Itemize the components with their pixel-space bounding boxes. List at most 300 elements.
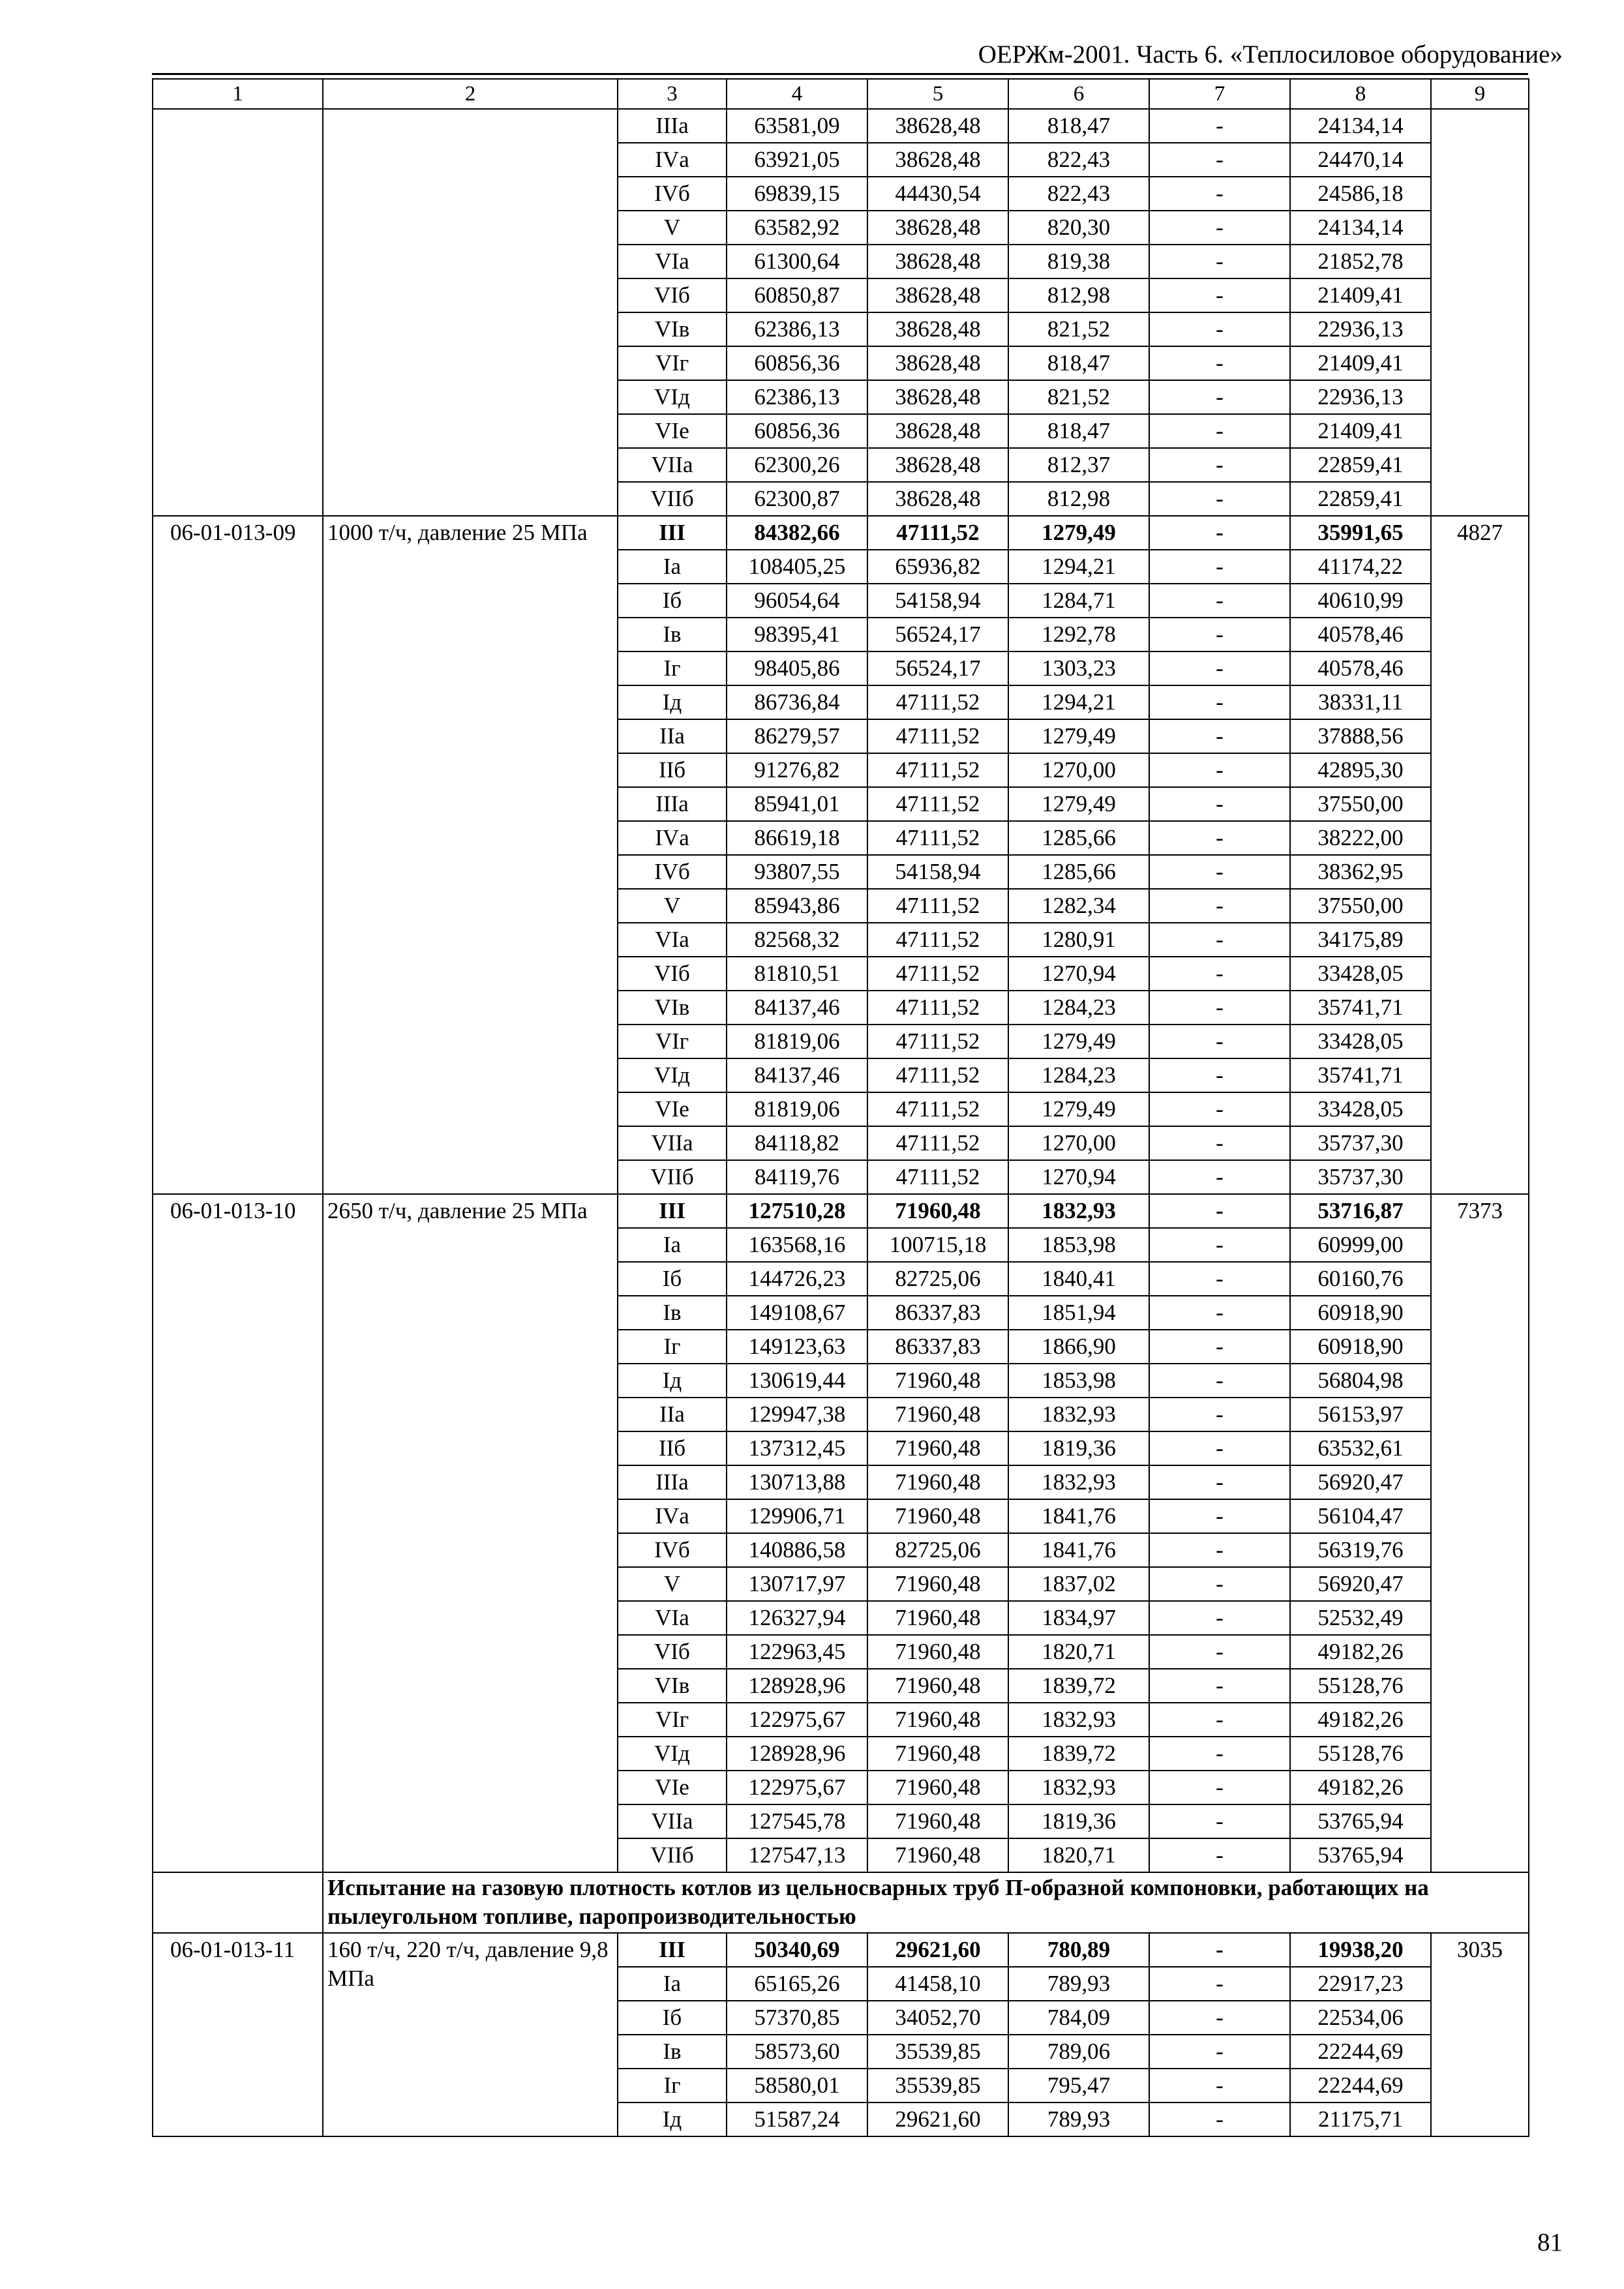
driver-wages-cell: - bbox=[1149, 2102, 1290, 2136]
materials-cell: 60999,00 bbox=[1290, 1228, 1431, 1262]
wages-cell: 56524,17 bbox=[867, 651, 1008, 685]
machines-cell: 1294,21 bbox=[1008, 550, 1149, 584]
category-cell: IVб bbox=[618, 1533, 727, 1567]
materials-cell: 21175,71 bbox=[1290, 2102, 1431, 2136]
wages-cell: 47111,52 bbox=[867, 889, 1008, 923]
total-cost-cell: 130713,88 bbox=[727, 1465, 867, 1499]
category-cell: VIе bbox=[618, 1092, 727, 1126]
machines-cell: 820,30 bbox=[1008, 211, 1149, 245]
wages-cell: 47111,52 bbox=[867, 1025, 1008, 1058]
machines-cell: 1819,36 bbox=[1008, 1431, 1149, 1465]
category-cell: VIе bbox=[618, 414, 727, 448]
machines-cell: 1853,98 bbox=[1008, 1228, 1149, 1262]
total-cost-cell: 69839,15 bbox=[727, 177, 867, 211]
category-cell: V bbox=[618, 1567, 727, 1601]
total-cost-cell: 65165,26 bbox=[727, 1967, 867, 2001]
category-cell: Iд bbox=[618, 685, 727, 719]
materials-cell: 22534,06 bbox=[1290, 2001, 1431, 2035]
category-cell: Iв bbox=[618, 2035, 727, 2069]
rate-code-cell: 06-01-013-09 bbox=[153, 516, 323, 1194]
wages-cell: 35539,85 bbox=[867, 2035, 1008, 2069]
materials-cell: 33428,05 bbox=[1290, 957, 1431, 991]
machines-cell: 1832,93 bbox=[1008, 1398, 1149, 1431]
wages-cell: 54158,94 bbox=[867, 584, 1008, 618]
category-cell: VIIб bbox=[618, 1160, 727, 1194]
driver-wages-cell: - bbox=[1149, 312, 1290, 346]
category-cell: IVб bbox=[618, 855, 727, 889]
total-cost-cell: 81810,51 bbox=[727, 957, 867, 991]
materials-cell: 37550,00 bbox=[1290, 889, 1431, 923]
wages-cell: 86337,83 bbox=[867, 1296, 1008, 1330]
wages-cell: 71960,48 bbox=[867, 1635, 1008, 1669]
category-cell: VIа bbox=[618, 923, 727, 957]
wages-cell: 71960,48 bbox=[867, 1398, 1008, 1431]
total-cost-cell: 122975,67 bbox=[727, 1703, 867, 1737]
wages-cell: 38628,48 bbox=[867, 448, 1008, 482]
machines-cell: 1285,66 bbox=[1008, 855, 1149, 889]
materials-cell: 21409,41 bbox=[1290, 414, 1431, 448]
category-cell: VIв bbox=[618, 991, 727, 1025]
machines-cell: 1303,23 bbox=[1008, 651, 1149, 685]
driver-wages-cell: - bbox=[1149, 719, 1290, 753]
materials-cell: 49182,26 bbox=[1290, 1771, 1431, 1804]
materials-cell: 35737,30 bbox=[1290, 1160, 1431, 1194]
machines-cell: 1284,23 bbox=[1008, 991, 1149, 1025]
driver-wages-cell: - bbox=[1149, 1228, 1290, 1262]
column-number: 5 bbox=[867, 79, 1008, 109]
wages-cell: 47111,52 bbox=[867, 1058, 1008, 1092]
column-number: 9 bbox=[1431, 79, 1529, 109]
machines-cell: 822,43 bbox=[1008, 177, 1149, 211]
total-cost-cell: 85943,86 bbox=[727, 889, 867, 923]
category-cell: VIг bbox=[618, 346, 727, 380]
wages-cell: 47111,52 bbox=[867, 516, 1008, 550]
materials-cell: 24134,14 bbox=[1290, 211, 1431, 245]
driver-wages-cell: - bbox=[1149, 1058, 1290, 1092]
machines-cell: 1866,90 bbox=[1008, 1330, 1149, 1364]
wages-cell: 38628,48 bbox=[867, 312, 1008, 346]
materials-cell: 40578,46 bbox=[1290, 618, 1431, 651]
machines-cell: 1284,71 bbox=[1008, 584, 1149, 618]
total-cost-cell: 96054,64 bbox=[727, 584, 867, 618]
driver-wages-cell: - bbox=[1149, 2001, 1290, 2035]
materials-cell: 21409,41 bbox=[1290, 346, 1431, 380]
labor-cell: 4827 bbox=[1431, 516, 1529, 1194]
category-cell: Iд bbox=[618, 2102, 727, 2136]
category-cell: VIг bbox=[618, 1025, 727, 1058]
machines-cell: 1270,00 bbox=[1008, 753, 1149, 787]
total-cost-cell: 93807,55 bbox=[727, 855, 867, 889]
materials-cell: 53765,94 bbox=[1290, 1838, 1431, 1872]
wages-cell: 86337,83 bbox=[867, 1330, 1008, 1364]
driver-wages-cell: - bbox=[1149, 753, 1290, 787]
section-header-row bbox=[153, 1872, 1529, 1933]
total-cost-cell: 81819,06 bbox=[727, 1092, 867, 1126]
total-cost-cell: 58573,60 bbox=[727, 2035, 867, 2069]
section-title: Испытание на газовую плотность котлов из цельносварных труб П-образной компоновки, работающих на пылеугольном топливе, паропроизводительностью bbox=[323, 1872, 1529, 1933]
machines-cell: 1820,71 bbox=[1008, 1635, 1149, 1669]
column-number: 2 bbox=[323, 79, 618, 109]
wages-cell: 82725,06 bbox=[867, 1533, 1008, 1567]
driver-wages-cell: - bbox=[1149, 855, 1290, 889]
machines-cell: 1832,93 bbox=[1008, 1771, 1149, 1804]
total-cost-cell: 126327,94 bbox=[727, 1601, 867, 1635]
materials-cell: 24470,14 bbox=[1290, 143, 1431, 177]
driver-wages-cell: - bbox=[1149, 1092, 1290, 1126]
total-cost-cell: 51587,24 bbox=[727, 2102, 867, 2136]
category-cell: III bbox=[618, 1194, 727, 1228]
total-cost-cell: 129947,38 bbox=[727, 1398, 867, 1431]
column-number: 6 bbox=[1008, 79, 1149, 109]
driver-wages-cell: - bbox=[1149, 143, 1290, 177]
total-cost-cell: 84137,46 bbox=[727, 1058, 867, 1092]
machines-cell: 1292,78 bbox=[1008, 618, 1149, 651]
driver-wages-cell: - bbox=[1149, 414, 1290, 448]
driver-wages-cell: - bbox=[1149, 957, 1290, 991]
total-cost-cell: 84119,76 bbox=[727, 1160, 867, 1194]
driver-wages-cell: - bbox=[1149, 1737, 1290, 1771]
materials-cell: 22936,13 bbox=[1290, 380, 1431, 414]
total-cost-cell: 62386,13 bbox=[727, 312, 867, 346]
materials-cell: 38362,95 bbox=[1290, 855, 1431, 889]
machines-cell: 1851,94 bbox=[1008, 1296, 1149, 1330]
total-cost-cell: 84118,82 bbox=[727, 1126, 867, 1160]
category-cell: Iд bbox=[618, 1364, 727, 1398]
materials-cell: 38331,11 bbox=[1290, 685, 1431, 719]
driver-wages-cell: - bbox=[1149, 1669, 1290, 1703]
category-cell: VIв bbox=[618, 312, 727, 346]
driver-wages-cell: - bbox=[1149, 1804, 1290, 1838]
rate-code-cell: 06-01-013-10 bbox=[153, 1194, 323, 1872]
driver-wages-cell: - bbox=[1149, 584, 1290, 618]
materials-cell: 56319,76 bbox=[1290, 1533, 1431, 1567]
total-cost-cell: 86619,18 bbox=[727, 821, 867, 855]
rate-name-cell: 2650 т/ч, давление 25 МПа bbox=[323, 1194, 618, 1872]
category-cell: IVб bbox=[618, 177, 727, 211]
wages-cell: 41458,10 bbox=[867, 1967, 1008, 2001]
column-number: 8 bbox=[1290, 79, 1431, 109]
total-cost-cell: 85941,01 bbox=[727, 787, 867, 821]
driver-wages-cell: - bbox=[1149, 651, 1290, 685]
driver-wages-cell: - bbox=[1149, 380, 1290, 414]
materials-cell: 24586,18 bbox=[1290, 177, 1431, 211]
wages-cell: 71960,48 bbox=[867, 1194, 1008, 1228]
materials-cell: 33428,05 bbox=[1290, 1092, 1431, 1126]
total-cost-cell: 149108,67 bbox=[727, 1296, 867, 1330]
materials-cell: 40610,99 bbox=[1290, 584, 1431, 618]
header-divider bbox=[152, 73, 1528, 75]
driver-wages-cell: - bbox=[1149, 1364, 1290, 1398]
category-cell: VIIб bbox=[618, 482, 727, 516]
wages-cell: 47111,52 bbox=[867, 1092, 1008, 1126]
materials-cell: 56153,97 bbox=[1290, 1398, 1431, 1431]
total-cost-cell: 60856,36 bbox=[727, 346, 867, 380]
wages-cell: 38628,48 bbox=[867, 143, 1008, 177]
driver-wages-cell: - bbox=[1149, 516, 1290, 550]
materials-cell: 60160,76 bbox=[1290, 1262, 1431, 1296]
materials-cell: 19938,20 bbox=[1290, 1933, 1431, 1967]
driver-wages-cell: - bbox=[1149, 1933, 1290, 1967]
wages-cell: 71960,48 bbox=[867, 1431, 1008, 1465]
materials-cell: 49182,26 bbox=[1290, 1635, 1431, 1669]
machines-cell: 1832,93 bbox=[1008, 1194, 1149, 1228]
total-cost-cell: 129906,71 bbox=[727, 1499, 867, 1533]
category-cell: VIIа bbox=[618, 1126, 727, 1160]
driver-wages-cell: - bbox=[1149, 685, 1290, 719]
driver-wages-cell: - bbox=[1149, 1262, 1290, 1296]
category-cell: IVа bbox=[618, 143, 727, 177]
driver-wages-cell: - bbox=[1149, 211, 1290, 245]
column-number: 4 bbox=[727, 79, 867, 109]
materials-cell: 35741,71 bbox=[1290, 1058, 1431, 1092]
rate-code-cell bbox=[153, 109, 323, 516]
labor-cell: 7373 bbox=[1431, 1194, 1529, 1872]
driver-wages-cell: - bbox=[1149, 1838, 1290, 1872]
rate-code-cell: 06-01-013-11 bbox=[153, 1933, 323, 2136]
rate-name-cell: 160 т/ч, 220 т/ч, давление 9,8 МПа bbox=[323, 1933, 618, 2136]
driver-wages-cell: - bbox=[1149, 245, 1290, 278]
driver-wages-cell: - bbox=[1149, 1499, 1290, 1533]
materials-cell: 53716,87 bbox=[1290, 1194, 1431, 1228]
wages-cell: 29621,60 bbox=[867, 1933, 1008, 1967]
machines-cell: 1840,41 bbox=[1008, 1262, 1149, 1296]
category-cell: Iб bbox=[618, 1262, 727, 1296]
machines-cell: 1820,71 bbox=[1008, 1838, 1149, 1872]
machines-cell: 1294,21 bbox=[1008, 685, 1149, 719]
total-cost-cell: 122975,67 bbox=[727, 1771, 867, 1804]
machines-cell: 1279,49 bbox=[1008, 1025, 1149, 1058]
machines-cell: 812,98 bbox=[1008, 482, 1149, 516]
wages-cell: 71960,48 bbox=[867, 1601, 1008, 1635]
column-number: 1 bbox=[153, 79, 323, 109]
category-cell: Iб bbox=[618, 584, 727, 618]
category-cell: IIIа bbox=[618, 787, 727, 821]
driver-wages-cell: - bbox=[1149, 1533, 1290, 1567]
wages-cell: 29621,60 bbox=[867, 2102, 1008, 2136]
category-cell: Iв bbox=[618, 1296, 727, 1330]
driver-wages-cell: - bbox=[1149, 821, 1290, 855]
wages-cell: 56524,17 bbox=[867, 618, 1008, 651]
machines-cell: 1270,94 bbox=[1008, 1160, 1149, 1194]
total-cost-cell: 98395,41 bbox=[727, 618, 867, 651]
driver-wages-cell: - bbox=[1149, 1703, 1290, 1737]
total-cost-cell: 127545,78 bbox=[727, 1804, 867, 1838]
driver-wages-cell: - bbox=[1149, 1330, 1290, 1364]
driver-wages-cell: - bbox=[1149, 1025, 1290, 1058]
category-cell: IIа bbox=[618, 1398, 727, 1431]
category-cell: Iг bbox=[618, 2069, 727, 2102]
table-row bbox=[153, 1194, 1529, 1228]
table-row bbox=[153, 1933, 1529, 1967]
materials-cell: 56920,47 bbox=[1290, 1465, 1431, 1499]
wages-cell: 47111,52 bbox=[867, 991, 1008, 1025]
total-cost-cell: 127510,28 bbox=[727, 1194, 867, 1228]
category-cell: IVа bbox=[618, 1499, 727, 1533]
wages-cell: 47111,52 bbox=[867, 719, 1008, 753]
machines-cell: 812,98 bbox=[1008, 278, 1149, 312]
materials-cell: 55128,76 bbox=[1290, 1669, 1431, 1703]
category-cell: IIIа bbox=[618, 109, 727, 143]
wages-cell: 47111,52 bbox=[867, 821, 1008, 855]
machines-cell: 1832,93 bbox=[1008, 1703, 1149, 1737]
materials-cell: 40578,46 bbox=[1290, 651, 1431, 685]
total-cost-cell: 91276,82 bbox=[727, 753, 867, 787]
total-cost-cell: 130717,97 bbox=[727, 1567, 867, 1601]
machines-cell: 1270,00 bbox=[1008, 1126, 1149, 1160]
driver-wages-cell: - bbox=[1149, 923, 1290, 957]
category-cell: III bbox=[618, 1933, 727, 1967]
wages-cell: 38628,48 bbox=[867, 109, 1008, 143]
column-number-row bbox=[153, 79, 1529, 109]
driver-wages-cell: - bbox=[1149, 109, 1290, 143]
machines-cell: 818,47 bbox=[1008, 109, 1149, 143]
category-cell: Iб bbox=[618, 2001, 727, 2035]
total-cost-cell: 163568,16 bbox=[727, 1228, 867, 1262]
category-cell: Iа bbox=[618, 550, 727, 584]
rates-table bbox=[152, 78, 1529, 2137]
category-cell: IVа bbox=[618, 821, 727, 855]
total-cost-cell: 58580,01 bbox=[727, 2069, 867, 2102]
machines-cell: 1280,91 bbox=[1008, 923, 1149, 957]
column-number: 3 bbox=[618, 79, 727, 109]
wages-cell: 47111,52 bbox=[867, 1126, 1008, 1160]
wages-cell: 44430,54 bbox=[867, 177, 1008, 211]
wages-cell: 71960,48 bbox=[867, 1499, 1008, 1533]
machines-cell: 1270,94 bbox=[1008, 957, 1149, 991]
wages-cell: 38628,48 bbox=[867, 211, 1008, 245]
wages-cell: 38628,48 bbox=[867, 346, 1008, 380]
wages-cell: 65936,82 bbox=[867, 550, 1008, 584]
machines-cell: 1839,72 bbox=[1008, 1737, 1149, 1771]
total-cost-cell: 63581,09 bbox=[727, 109, 867, 143]
machines-cell: 795,47 bbox=[1008, 2069, 1149, 2102]
page-number: 81 bbox=[1537, 2228, 1563, 2256]
total-cost-cell: 60850,87 bbox=[727, 278, 867, 312]
machines-cell: 784,09 bbox=[1008, 2001, 1149, 2035]
wages-cell: 47111,52 bbox=[867, 787, 1008, 821]
total-cost-cell: 63921,05 bbox=[727, 143, 867, 177]
table-body bbox=[153, 79, 1529, 2136]
wages-cell: 38628,48 bbox=[867, 278, 1008, 312]
wages-cell: 71960,48 bbox=[867, 1669, 1008, 1703]
category-cell: VIIа bbox=[618, 1804, 727, 1838]
machines-cell: 821,52 bbox=[1008, 380, 1149, 414]
materials-cell: 22859,41 bbox=[1290, 448, 1431, 482]
materials-cell: 35741,71 bbox=[1290, 991, 1431, 1025]
category-cell: VIIб bbox=[618, 1838, 727, 1872]
total-cost-cell: 84382,66 bbox=[727, 516, 867, 550]
rate-name-cell bbox=[323, 109, 618, 516]
materials-cell: 33428,05 bbox=[1290, 1025, 1431, 1058]
machines-cell: 819,38 bbox=[1008, 245, 1149, 278]
driver-wages-cell: - bbox=[1149, 618, 1290, 651]
wages-cell: 38628,48 bbox=[867, 245, 1008, 278]
machines-cell: 1279,49 bbox=[1008, 516, 1149, 550]
machines-cell: 812,37 bbox=[1008, 448, 1149, 482]
materials-cell: 22917,23 bbox=[1290, 1967, 1431, 2001]
machines-cell: 1284,23 bbox=[1008, 1058, 1149, 1092]
category-cell: VIд bbox=[618, 380, 727, 414]
document-header-title: ОЕРЖм-2001. Часть 6. «Теплосиловое оборудование» bbox=[978, 40, 1563, 68]
machines-cell: 789,06 bbox=[1008, 2035, 1149, 2069]
driver-wages-cell: - bbox=[1149, 1194, 1290, 1228]
table-row bbox=[153, 516, 1529, 550]
machines-cell: 780,89 bbox=[1008, 1933, 1149, 1967]
category-cell: VIг bbox=[618, 1703, 727, 1737]
wages-cell: 71960,48 bbox=[867, 1838, 1008, 1872]
category-cell: VIб bbox=[618, 957, 727, 991]
total-cost-cell: 144726,23 bbox=[727, 1262, 867, 1296]
materials-cell: 22936,13 bbox=[1290, 312, 1431, 346]
wages-cell: 82725,06 bbox=[867, 1262, 1008, 1296]
total-cost-cell: 140886,58 bbox=[727, 1533, 867, 1567]
machines-cell: 1279,49 bbox=[1008, 1092, 1149, 1126]
materials-cell: 22244,69 bbox=[1290, 2035, 1431, 2069]
materials-cell: 34175,89 bbox=[1290, 923, 1431, 957]
wages-cell: 38628,48 bbox=[867, 482, 1008, 516]
category-cell: IIб bbox=[618, 1431, 727, 1465]
wages-cell: 34052,70 bbox=[867, 2001, 1008, 2035]
materials-cell: 38222,00 bbox=[1290, 821, 1431, 855]
category-cell: Iв bbox=[618, 618, 727, 651]
materials-cell: 37550,00 bbox=[1290, 787, 1431, 821]
labor-cell: 3035 bbox=[1431, 1933, 1529, 2136]
total-cost-cell: 60856,36 bbox=[727, 414, 867, 448]
machines-cell: 1837,02 bbox=[1008, 1567, 1149, 1601]
materials-cell: 53765,94 bbox=[1290, 1804, 1431, 1838]
category-cell: VIв bbox=[618, 1669, 727, 1703]
materials-cell: 24134,14 bbox=[1290, 109, 1431, 143]
materials-cell: 42895,30 bbox=[1290, 753, 1431, 787]
category-cell: Iг bbox=[618, 1330, 727, 1364]
wages-cell: 47111,52 bbox=[867, 957, 1008, 991]
category-cell: Iг bbox=[618, 651, 727, 685]
total-cost-cell: 84137,46 bbox=[727, 991, 867, 1025]
wages-cell: 71960,48 bbox=[867, 1465, 1008, 1499]
materials-cell: 35737,30 bbox=[1290, 1126, 1431, 1160]
wages-cell: 71960,48 bbox=[867, 1771, 1008, 1804]
total-cost-cell: 63582,92 bbox=[727, 211, 867, 245]
wages-cell: 38628,48 bbox=[867, 414, 1008, 448]
wages-cell: 54158,94 bbox=[867, 855, 1008, 889]
total-cost-cell: 127547,13 bbox=[727, 1838, 867, 1872]
materials-cell: 35991,65 bbox=[1290, 516, 1431, 550]
column-number: 7 bbox=[1149, 79, 1290, 109]
driver-wages-cell: - bbox=[1149, 448, 1290, 482]
category-cell: IIIа bbox=[618, 1465, 727, 1499]
category-cell: VIд bbox=[618, 1058, 727, 1092]
machines-cell: 821,52 bbox=[1008, 312, 1149, 346]
wages-cell: 71960,48 bbox=[867, 1364, 1008, 1398]
wages-cell: 47111,52 bbox=[867, 685, 1008, 719]
category-cell: IIб bbox=[618, 753, 727, 787]
wages-cell: 71960,48 bbox=[867, 1804, 1008, 1838]
driver-wages-cell: - bbox=[1149, 2035, 1290, 2069]
category-cell: VIе bbox=[618, 1771, 727, 1804]
category-cell: VIа bbox=[618, 245, 727, 278]
machines-cell: 1819,36 bbox=[1008, 1804, 1149, 1838]
wages-cell: 47111,52 bbox=[867, 923, 1008, 957]
materials-cell: 22859,41 bbox=[1290, 482, 1431, 516]
materials-cell: 56104,47 bbox=[1290, 1499, 1431, 1533]
driver-wages-cell: - bbox=[1149, 1601, 1290, 1635]
category-cell: VIIа bbox=[618, 448, 727, 482]
total-cost-cell: 86279,57 bbox=[727, 719, 867, 753]
total-cost-cell: 50340,69 bbox=[727, 1933, 867, 1967]
materials-cell: 22244,69 bbox=[1290, 2069, 1431, 2102]
wages-cell: 38628,48 bbox=[867, 380, 1008, 414]
materials-cell: 37888,56 bbox=[1290, 719, 1431, 753]
